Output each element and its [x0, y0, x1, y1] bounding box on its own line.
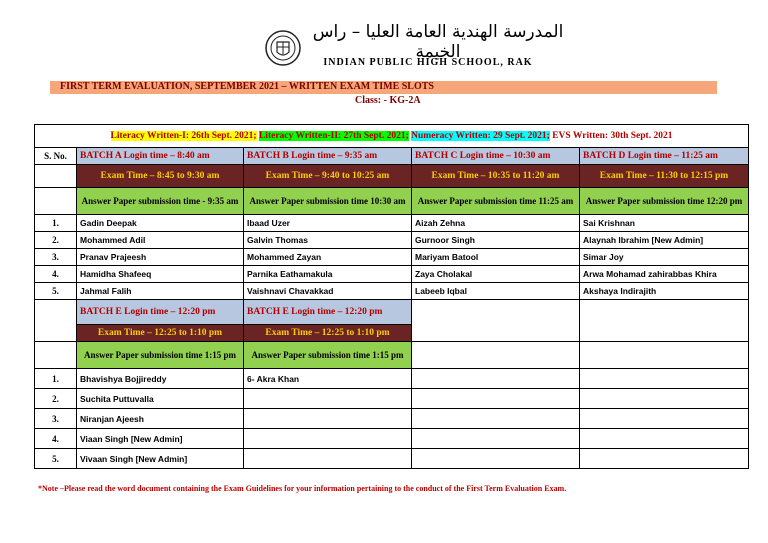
batch-login-row — [35, 148, 749, 165]
student-name: Hamidha Shafeeq — [77, 266, 244, 283]
school-name-english: INDIAN PUBLIC HIGH SCHOOL, RAK — [323, 57, 533, 68]
student-name: Mohammed Zayan — [244, 249, 412, 266]
batch-d-exam-time: Exam Time – 11:30 to 12:15 pm — [580, 165, 749, 188]
batch-b-login: BATCH B Login time – 9:35 am — [244, 148, 412, 165]
batch-e-exam-time: Exam Time – 12:25 to 1:10 pm — [77, 325, 244, 342]
batch-a-login: BATCH A Login time – 8:40 am — [77, 148, 244, 165]
student-name: Suchita Puttuvalla — [77, 389, 244, 409]
batch-c-login: BATCH C Login time – 10:30 am — [412, 148, 580, 165]
table-row: 5. Vivaan Singh [New Admin] — [35, 449, 749, 469]
student-name: 6- Akra Khan — [244, 369, 412, 389]
batch-a-submission: Answer Paper submission time - 9:35 am — [77, 188, 244, 215]
student-name: Mohammed Adil — [77, 232, 244, 249]
exam-guidelines-note: *Note –Please read the word document containing the Exam Guidelines for your information pertaining to the conduct of the First Term Evaluation Exam. — [38, 484, 567, 493]
subject-literacy-2: Literacy Written-II: 27th Sept. 2021; — [258, 131, 409, 141]
batch-c-exam-time: Exam Time – 10:35 to 11:20 am — [412, 165, 580, 188]
batch-a-exam-time: Exam Time – 8:45 to 9:30 am — [77, 165, 244, 188]
student-name: Zaya Cholakal — [412, 266, 580, 283]
student-name: Galvin Thomas — [244, 232, 412, 249]
student-name: Akshaya Indirajith — [580, 283, 749, 300]
table-row: 1. Gadin Deepak Ibaad Uzer Aizah Zehna Sai Krishnan — [35, 215, 749, 232]
student-name: Aizah Zehna — [412, 215, 580, 232]
subject-evs: EVS Written: 30th Sept. 2021 — [552, 131, 673, 141]
batch-b-exam-time: Exam Time – 9:40 to 10:25 am — [244, 165, 412, 188]
batch-e-login: BATCH E Login time – 12:20 pm — [244, 300, 412, 325]
table-row: 3. Pranav Prajeesh Mohammed Zayan Mariyam Batool Simar Joy — [35, 249, 749, 266]
submission-row — [35, 188, 749, 215]
table-row: 2. Mohammed Adil Galvin Thomas Gurnoor Singh Alaynah Ibrahim [New Admin] — [35, 232, 749, 249]
subject-literacy-1: Literacy Written-I: 26th Sept. 2021; — [110, 131, 257, 141]
class-label: Class: - KG-2A — [355, 95, 421, 106]
student-name — [244, 429, 412, 449]
exam-time-row — [35, 165, 749, 188]
batch-e-submission: Answer Paper submission time 1:15 pm — [244, 342, 412, 369]
school-name-arabic: المدرسة الهندية العامة العليا – راس الخيمة — [312, 22, 564, 62]
student-name: Viaan Singh [New Admin] — [77, 429, 244, 449]
subject-numeracy: Numeracy Written: 29 Sept. 2021; — [411, 131, 550, 141]
student-name: Niranjan Ajeesh — [77, 409, 244, 429]
batch-d-login: BATCH D Login time – 11:25 am — [580, 148, 749, 165]
table-row: 5. Jahmal Falih Vaishnavi Chavakkad Labeeb Iqbal Akshaya Indirajith — [35, 283, 749, 300]
batch-c-submission: Answer Paper submission time 11:25 am — [412, 188, 580, 215]
table-row: 3. Niranjan Ajeesh — [35, 409, 749, 429]
exam-timetable — [34, 124, 749, 469]
batch-e-submission: Answer Paper submission time 1:15 pm — [77, 342, 244, 369]
student-name — [244, 449, 412, 469]
student-name: Arwa Mohamad zahirabbas Khira — [580, 266, 749, 283]
table-row: 4. Viaan Singh [New Admin] — [35, 429, 749, 449]
student-name: Bhavishya Bojjireddy — [77, 369, 244, 389]
student-name: Simar Joy — [580, 249, 749, 266]
batch-d-submission: Answer Paper submission time 12:20 pm — [580, 188, 749, 215]
student-name: Gurnoor Singh — [412, 232, 580, 249]
student-name: Vaishnavi Chavakkad — [244, 283, 412, 300]
student-name — [244, 389, 412, 409]
student-name — [244, 409, 412, 429]
batch-e-login-row — [35, 300, 749, 325]
subject-row — [35, 125, 749, 148]
batch-e-exam-time: Exam Time – 12:25 to 1:10 pm — [244, 325, 412, 342]
table-row: 1. Bhavishya Bojjireddy 6- Akra Khan — [35, 369, 749, 389]
student-name: Vivaan Singh [New Admin] — [77, 449, 244, 469]
student-name: Jahmal Falih — [77, 283, 244, 300]
student-name: Sai Krishnan — [580, 215, 749, 232]
student-name: Ibaad Uzer — [244, 215, 412, 232]
table-row: 4. Hamidha Shafeeq Parnika Eathamakula Zaya Cholakal Arwa Mohamad zahirabbas Khira — [35, 266, 749, 283]
student-name: Pranav Prajeesh — [77, 249, 244, 266]
student-name: Alaynah Ibrahim [New Admin] — [580, 232, 749, 249]
school-logo-icon — [264, 28, 302, 68]
sno-header: S. No. — [35, 148, 77, 165]
student-name: Gadin Deepak — [77, 215, 244, 232]
subject-list — [35, 125, 749, 148]
student-name: Labeeb Iqbal — [412, 283, 580, 300]
table-row: 2. Suchita Puttuvalla — [35, 389, 749, 409]
student-name: Mariyam Batool — [412, 249, 580, 266]
batch-e-login: BATCH E Login time – 12:20 pm — [77, 300, 244, 325]
student-name: Parnika Eathamakula — [244, 266, 412, 283]
batch-b-submission: Answer Paper submission time 10:30 am — [244, 188, 412, 215]
batch-e-submission-row — [35, 342, 749, 369]
page-title: FIRST TERM EVALUATION, SEPTEMBER 2021 – WRITTEN EXAM TIME SLOTS — [60, 81, 434, 92]
